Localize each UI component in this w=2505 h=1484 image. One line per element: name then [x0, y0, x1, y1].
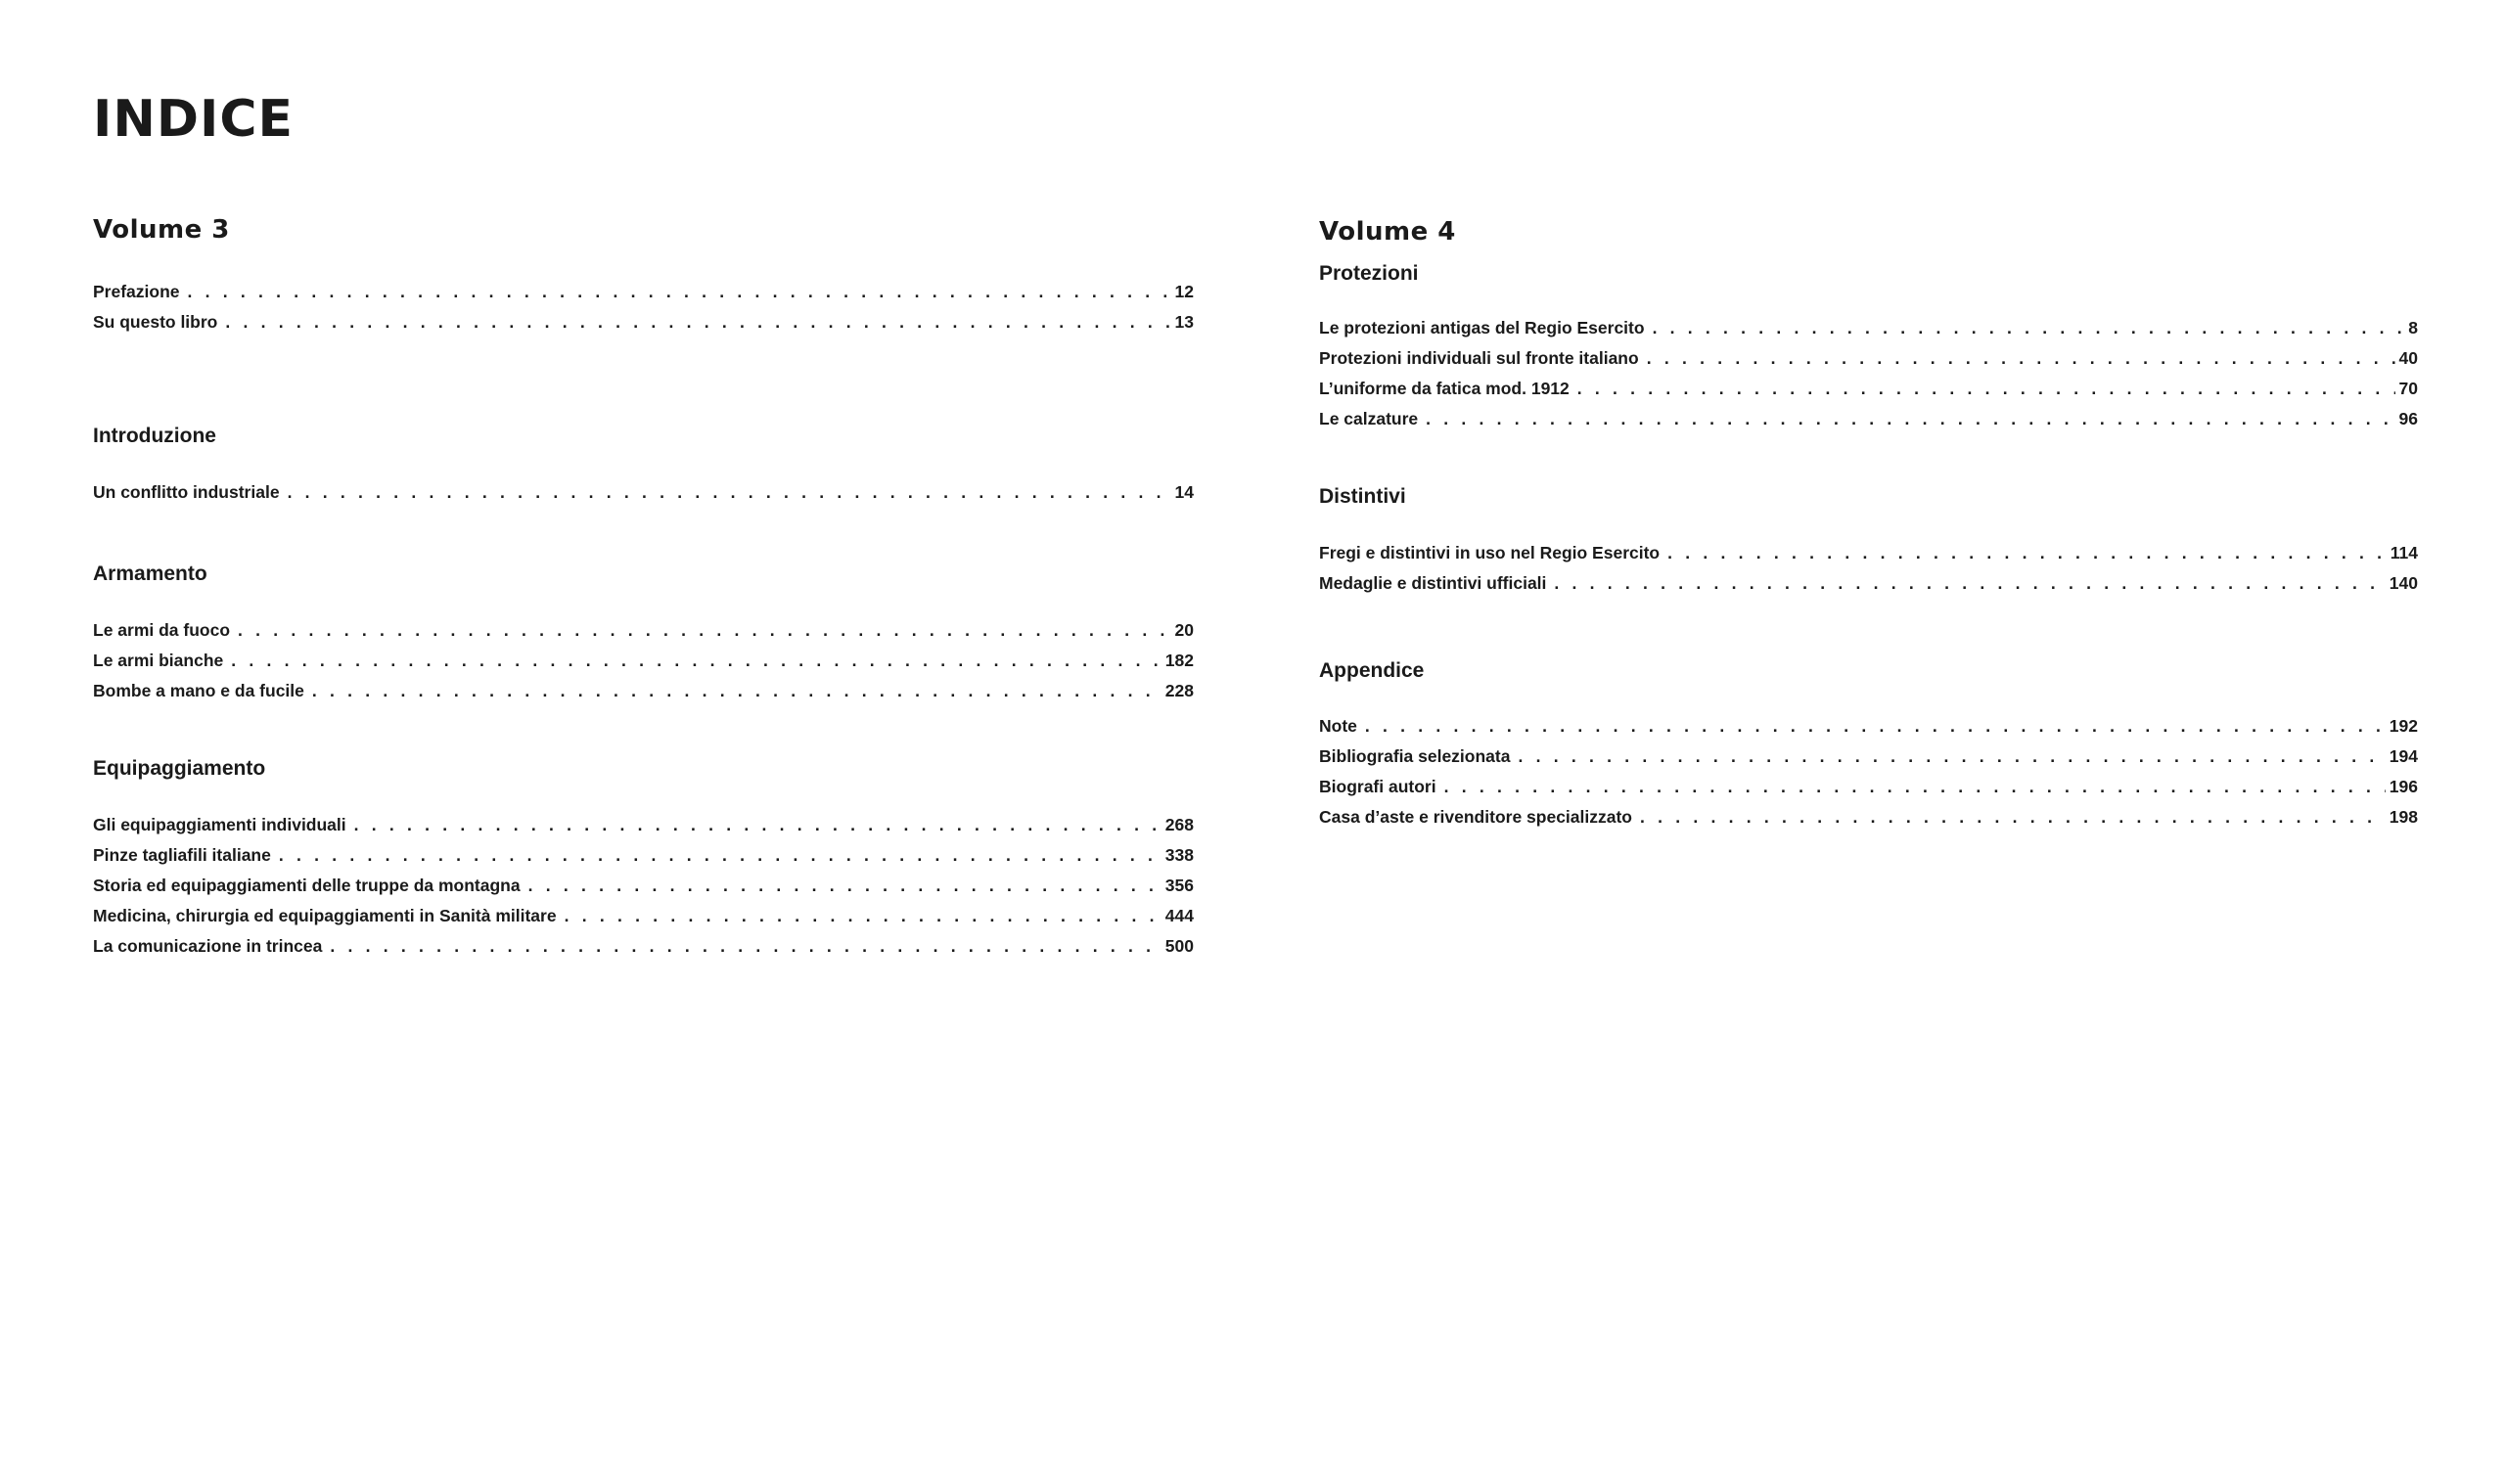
toc-page-number: 228	[1164, 681, 1194, 700]
toc-entry-label: Gli equipaggiamenti individuali	[93, 815, 346, 834]
toc-entry[interactable]	[1319, 404, 2418, 434]
toc-entry-label: Le armi bianche	[93, 651, 224, 670]
page-title: INDICE	[93, 90, 295, 149]
dot-leader	[312, 676, 1161, 706]
toc-list	[93, 615, 1194, 706]
toc-list	[93, 810, 1194, 962]
toc-entry-label: La comunicazione in trincea	[93, 936, 323, 956]
toc-entry[interactable]	[93, 840, 1194, 871]
front-matter-list	[93, 277, 1194, 337]
section-appendice	[1319, 657, 2418, 832]
toc-entry-label: Le armi da fuoco	[93, 620, 231, 640]
toc-entry[interactable]	[1319, 538, 2418, 568]
volume-4-column	[1319, 215, 2418, 832]
toc-entry-label: Pinze tagliafili italiane	[93, 845, 271, 865]
toc-page-number: 8	[2408, 318, 2418, 337]
toc-page-number: 20	[1174, 620, 1194, 640]
section-distintivi	[1319, 483, 2418, 599]
toc-entry[interactable]	[1319, 711, 2418, 742]
toc-entry[interactable]	[93, 931, 1194, 962]
toc-entry[interactable]	[1319, 343, 2418, 374]
toc-entry-label: Le protezioni antigas del Regio Esercito	[1319, 318, 1645, 337]
dot-leader	[238, 615, 1171, 646]
toc-page-number: 114	[2390, 543, 2418, 562]
section-title: Armamento	[93, 562, 207, 585]
toc-entry[interactable]	[93, 871, 1194, 901]
toc-entry[interactable]	[1319, 772, 2418, 802]
toc-page-number: 182	[1164, 651, 1194, 670]
toc-entry-label: Medicina, chirurgia ed equipaggiamenti in Sanità militare	[93, 906, 557, 925]
toc-page-number: 198	[2389, 807, 2418, 827]
toc-page-number: 13	[1174, 312, 1194, 332]
toc-entry-label: Note	[1319, 716, 1357, 736]
toc-page-number: 500	[1164, 936, 1194, 956]
toc-entry[interactable]	[1319, 742, 2418, 772]
toc-entry-label: Storia ed equipaggiamenti delle truppe da montagna	[93, 876, 521, 895]
section-title: Protezioni	[1319, 262, 1419, 285]
section-introduzione	[93, 423, 1194, 508]
toc-entry-label: Biografi autori	[1319, 777, 1436, 796]
section-title: Equipaggiamento	[93, 757, 266, 780]
toc-page-number: 70	[2398, 379, 2418, 398]
toc-page-number: 194	[2389, 746, 2418, 766]
toc-page-number: 12	[1174, 282, 1194, 301]
dot-leader	[1640, 802, 2386, 832]
toc-entry-label: Fregi e distintivi in uso nel Regio Esercito	[1319, 543, 1661, 562]
dot-leader	[1667, 538, 2387, 568]
toc-page-number: 40	[2398, 348, 2418, 368]
section-title: Introduzione	[93, 425, 216, 447]
toc-entry[interactable]	[93, 477, 1194, 508]
dot-leader	[188, 277, 1171, 307]
toc-page-number: 96	[2398, 409, 2418, 428]
toc-page-number: 192	[2389, 716, 2418, 736]
toc-entry-label: Su questo libro	[93, 312, 218, 332]
toc-entry-label: Bombe a mano e da fucile	[93, 681, 304, 700]
toc-entry[interactable]	[93, 676, 1194, 706]
volume-4-title: Volume 4	[1319, 217, 1456, 247]
toc-entry-label: Bibliografia selezionata	[1319, 746, 1511, 766]
section-armamento	[93, 561, 1194, 706]
dot-leader	[330, 931, 1161, 962]
dot-leader	[231, 646, 1161, 676]
toc-page-number: 196	[2389, 777, 2418, 796]
toc-page-number: 444	[1164, 906, 1194, 925]
toc-entry-label: L’uniforme da fatica mod. 1912	[1319, 379, 1570, 398]
toc-entry[interactable]	[93, 277, 1194, 307]
toc-entry-label: Protezioni individuali sul fronte italiano	[1319, 348, 1639, 368]
section-title: Distintivi	[1319, 485, 1406, 508]
toc-page-number: 338	[1164, 845, 1194, 865]
toc-list	[1319, 538, 2418, 599]
dot-leader	[1577, 374, 2395, 404]
toc-entry-label: Un conflitto industriale	[93, 482, 280, 502]
dot-leader	[279, 840, 1161, 871]
toc-entry-label: Le calzature	[1319, 409, 1419, 428]
section-title: Appendice	[1319, 659, 1425, 682]
dot-leader	[225, 307, 1170, 337]
dot-leader	[528, 871, 1161, 901]
dot-leader	[1426, 404, 2394, 434]
toc-page-number: 140	[2389, 573, 2418, 593]
dot-leader	[288, 477, 1171, 508]
dot-leader	[1554, 568, 2385, 599]
toc-entry[interactable]	[93, 646, 1194, 676]
toc-entry[interactable]	[93, 901, 1194, 931]
toc-entry[interactable]	[1319, 802, 2418, 832]
toc-entry[interactable]	[1319, 313, 2418, 343]
volume-3-column	[93, 213, 1194, 962]
toc-entry-label: Prefazione	[93, 282, 180, 301]
volume-3-title: Volume 3	[93, 215, 230, 245]
toc-entry-label: Medaglie e distintivi ufficiali	[1319, 573, 1547, 593]
toc-entry[interactable]	[93, 615, 1194, 646]
dot-leader	[1647, 343, 2395, 374]
toc-entry[interactable]	[1319, 568, 2418, 599]
dot-leader	[1653, 313, 2405, 343]
toc-entry[interactable]	[93, 810, 1194, 840]
section-protezioni	[1319, 260, 2418, 434]
dot-leader	[1444, 772, 2386, 802]
toc-list	[1319, 313, 2418, 434]
toc-list	[93, 477, 1194, 508]
toc-list	[1319, 711, 2418, 832]
dot-leader	[1365, 711, 2386, 742]
toc-page-number: 14	[1174, 482, 1194, 502]
toc-page-number: 268	[1164, 815, 1194, 834]
toc-entry-label: Casa d’aste e rivenditore specializzato	[1319, 807, 1632, 827]
dot-leader	[354, 810, 1161, 840]
toc-entry[interactable]	[93, 307, 1194, 337]
dot-leader	[565, 901, 1161, 931]
dot-leader	[1518, 742, 2385, 772]
toc-page-number: 356	[1164, 876, 1194, 895]
toc-entry[interactable]	[1319, 374, 2418, 404]
section-equipaggiamento	[93, 755, 1194, 962]
